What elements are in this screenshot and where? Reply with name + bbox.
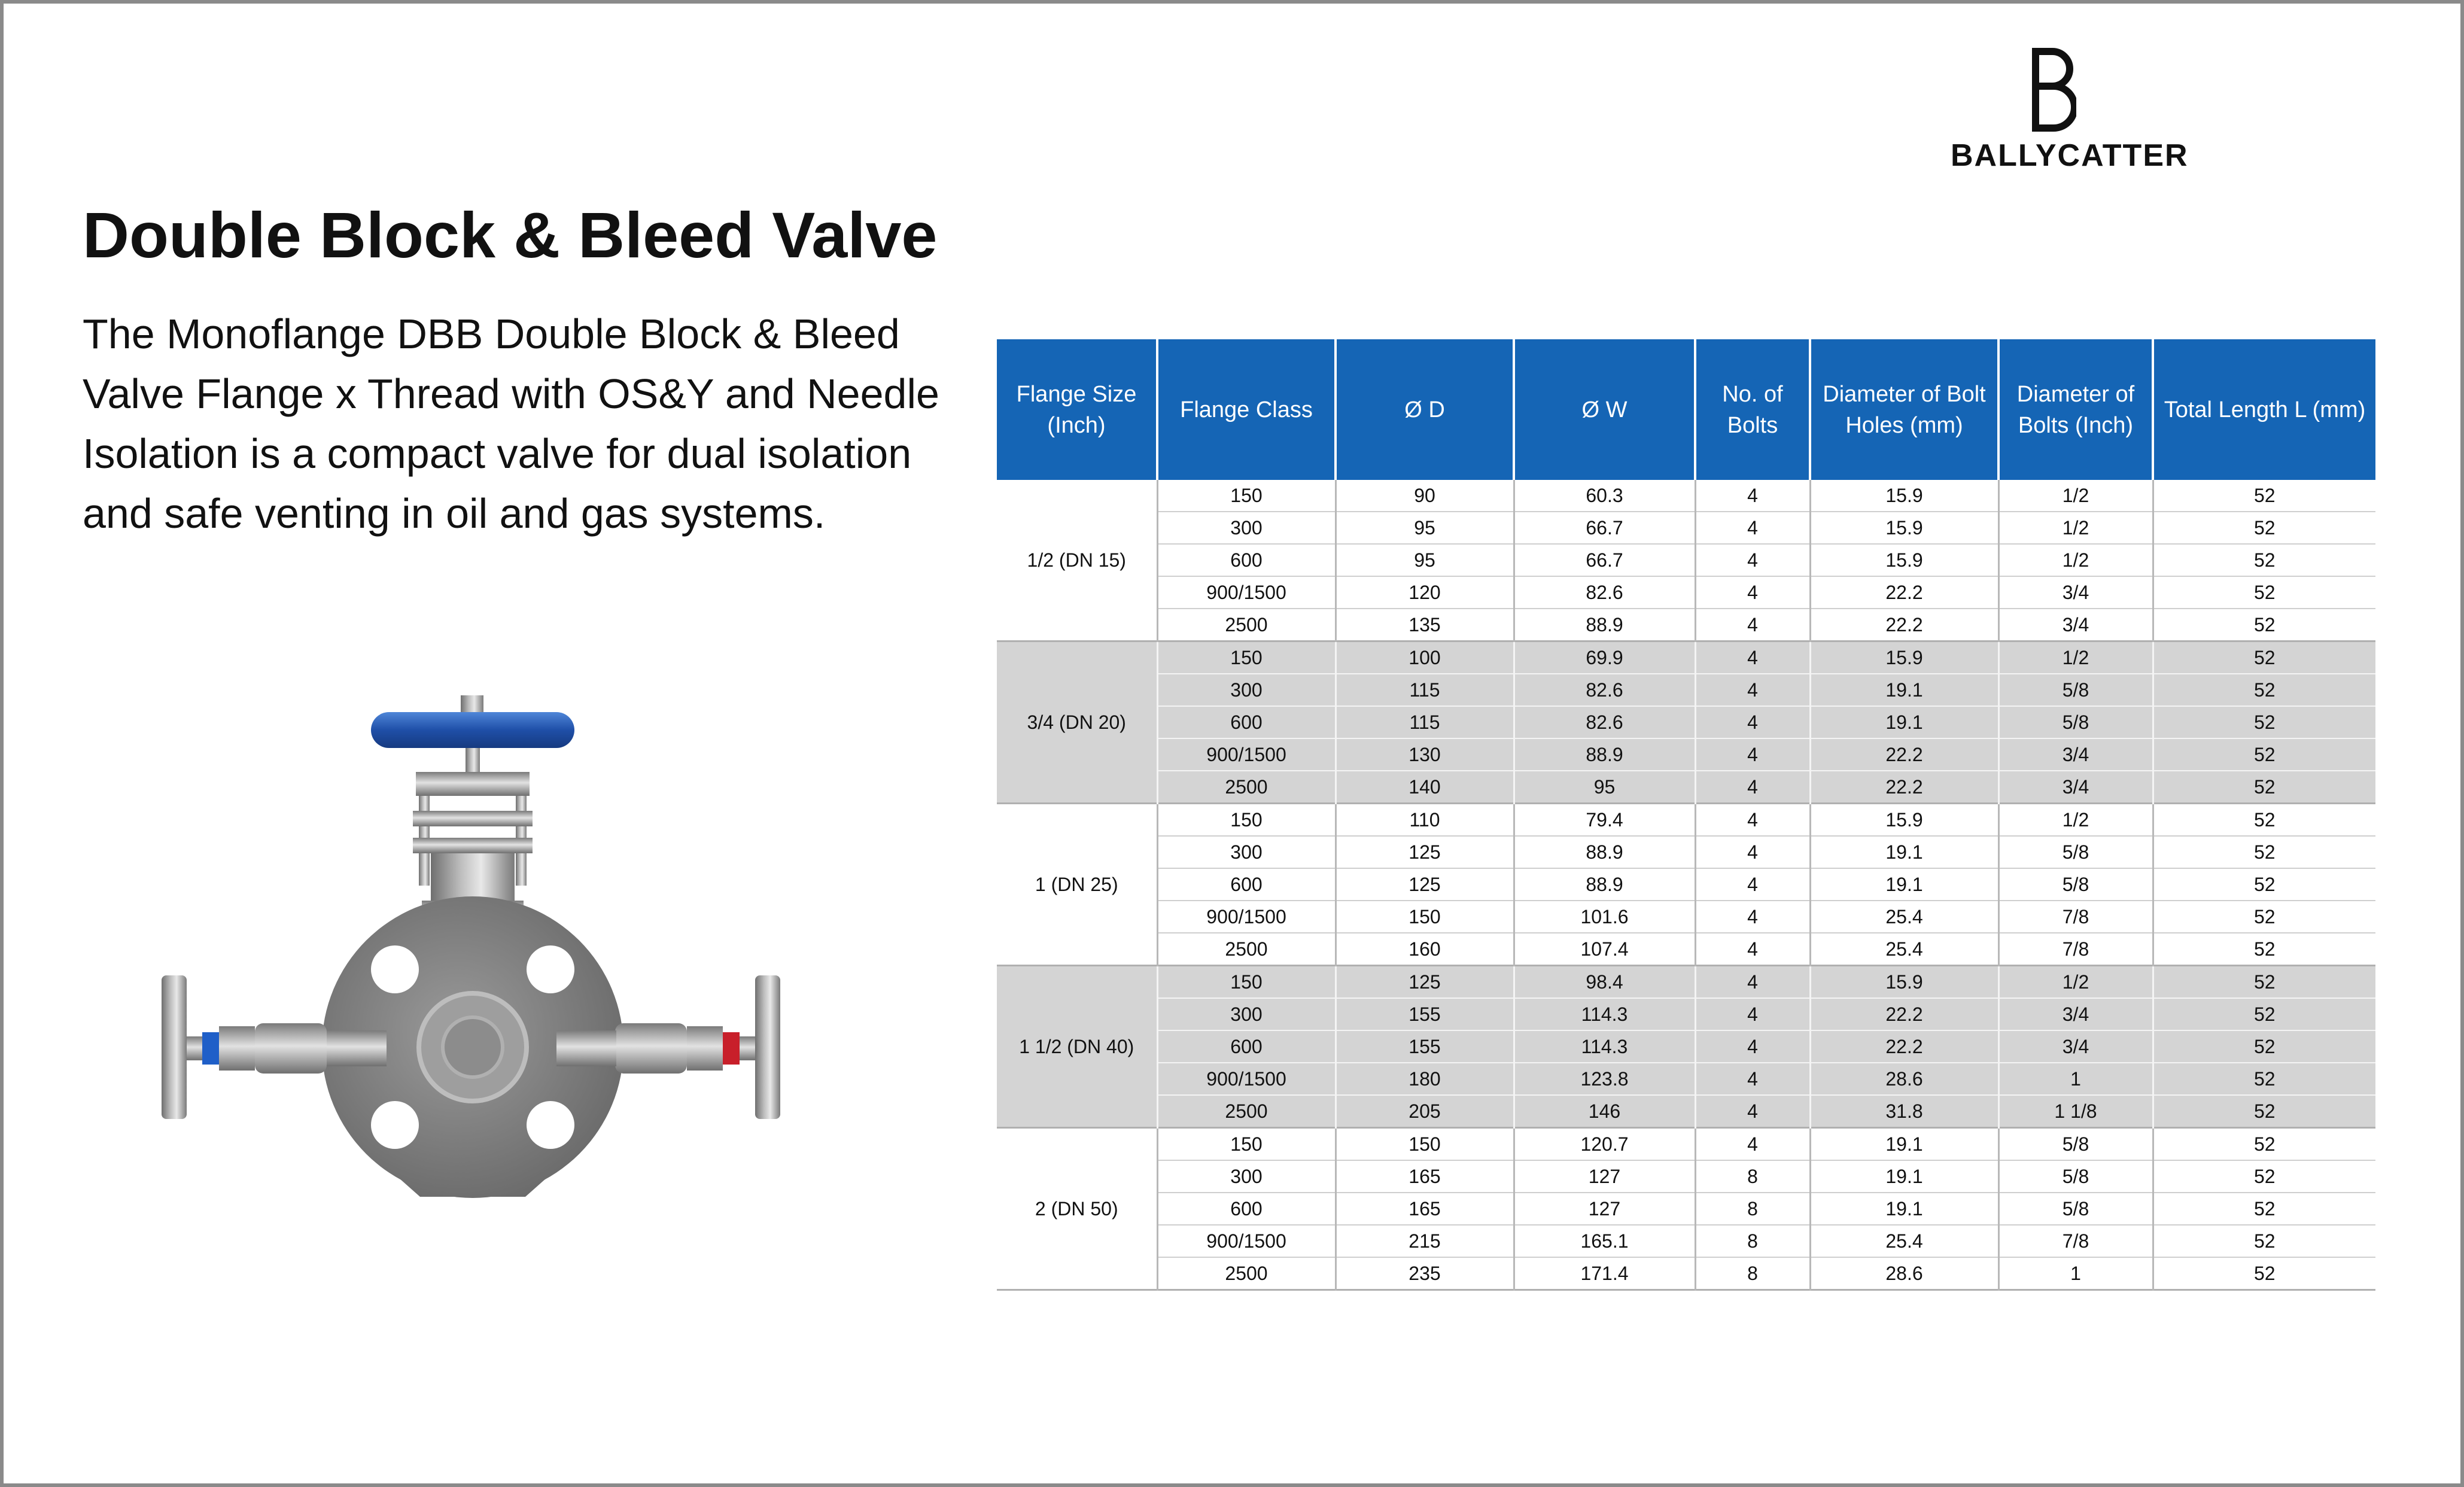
table-cell: 52 [2153,609,2375,641]
table-cell: 52 [2153,868,2375,901]
table-cell: 4 [1695,674,1810,706]
page-title: Double Block & Bleed Valve [83,199,938,271]
group-dn40 [997,966,2375,1128]
table-cell: 4 [1695,576,1810,609]
table-cell: 4 [1695,1128,1810,1161]
table-row [997,576,2375,609]
table-row [997,804,2375,837]
table-cell: 15.9 [1810,641,1998,674]
table-cell: 1/2 [1998,804,2153,837]
table-row [997,641,2375,674]
table-cell: 4 [1695,641,1810,674]
table-cell: 82.6 [1514,674,1695,706]
table-cell: 1 1/8 [1998,1095,2153,1128]
table-row [997,1095,2375,1128]
table-cell: 95 [1336,512,1514,544]
table-cell: 150 [1157,480,1336,512]
table-row [997,544,2375,576]
group-dn20 [997,641,2375,804]
ballycatter-logo-icon [2028,48,2076,132]
table-cell: 900/1500 [1157,738,1336,771]
table-cell: 52 [2153,674,2375,706]
table-cell: 130 [1336,738,1514,771]
table-cell: 300 [1157,674,1336,706]
table-cell: 25.4 [1810,933,1998,966]
table-cell: 8 [1695,1193,1810,1225]
table-cell: 52 [2153,1063,2375,1095]
table-cell: 600 [1157,868,1336,901]
table-cell: 2500 [1157,1095,1336,1128]
table-cell: 7/8 [1998,1225,2153,1257]
table-cell: 25.4 [1810,901,1998,933]
table-cell: 52 [2153,706,2375,738]
table-cell: 1/2 [1998,544,2153,576]
table-cell: 115 [1336,674,1514,706]
table-cell: 66.7 [1514,544,1695,576]
table-cell: 31.8 [1810,1095,1998,1128]
table-cell: 4 [1695,480,1810,512]
table-cell: 5/8 [1998,1193,2153,1225]
table-cell: 1/2 [1998,480,2153,512]
dbb-valve-illustration [150,688,808,1215]
table-cell: 101.6 [1514,901,1695,933]
table-cell: 300 [1157,512,1336,544]
header-ow: Ø W [1514,339,1695,480]
table-cell: 900/1500 [1157,1063,1336,1095]
table-cell: 19.1 [1810,836,1998,868]
header-no-of-bolts: No. of Bolts [1695,339,1810,480]
product-description: The Monoflange DBB Double Block & Bleed Valve Flange x Thread with OS&Y and Needle Isolation is a compact valve for dual isolation and safe venting in oil and gas systems. [83,311,939,537]
table-cell: 300 [1157,836,1336,868]
table-cell: 19.1 [1810,674,1998,706]
table-cell: 115 [1336,706,1514,738]
table-row [997,933,2375,966]
table-cell: 127 [1514,1160,1695,1193]
table-cell: 3/4 [1998,1030,2153,1063]
table-row [997,1225,2375,1257]
table-cell: 52 [2153,1160,2375,1193]
table-cell: 5/8 [1998,868,2153,901]
table-cell: 3/4 [1998,771,2153,804]
table-cell: 146 [1514,1095,1695,1128]
table-cell: 52 [2153,836,2375,868]
table-row [997,609,2375,641]
table-row [997,1063,2375,1095]
table-cell: 1/2 [1998,512,2153,544]
group-dn15 [997,480,2375,641]
table-cell: 150 [1157,1128,1336,1161]
table-cell: 4 [1695,998,1810,1030]
table-cell: 4 [1695,804,1810,837]
table-cell: 125 [1336,836,1514,868]
table-cell: 3/4 [1998,738,2153,771]
table-cell: 114.3 [1514,1030,1695,1063]
table-cell: 165.1 [1514,1225,1695,1257]
table-cell: 1/2 [1998,641,2153,674]
table-cell: 300 [1157,1160,1336,1193]
table-cell: 25.4 [1810,1225,1998,1257]
table-cell: 5/8 [1998,1128,2153,1161]
table-cell: 15.9 [1810,544,1998,576]
group-dn25 [997,804,2375,966]
flange-size-cell: 1/2 (DN 15) [997,480,1157,641]
table-cell: 4 [1695,544,1810,576]
header-bolt-diameter: Diameter of Bolts (Inch) [1998,339,2153,480]
table-cell: 4 [1695,1030,1810,1063]
table-cell: 52 [2153,1193,2375,1225]
table-cell: 150 [1157,966,1336,999]
table-cell: 5/8 [1998,674,2153,706]
table-cell: 2500 [1157,1257,1336,1290]
table-cell: 1 [1998,1257,2153,1290]
table-cell: 19.1 [1810,1160,1998,1193]
header-flange-class: Flange Class [1157,339,1336,480]
table-cell: 205 [1336,1095,1514,1128]
table-cell: 110 [1336,804,1514,837]
table-cell: 15.9 [1810,480,1998,512]
table-cell: 28.6 [1810,1063,1998,1095]
flange-size-cell: 1 1/2 (DN 40) [997,966,1157,1128]
table-header-row [997,339,2375,480]
table-cell: 19.1 [1810,1193,1998,1225]
table-cell: 60.3 [1514,480,1695,512]
table-cell: 15.9 [1810,804,1998,837]
table-cell: 4 [1695,609,1810,641]
table-cell: 52 [2153,771,2375,804]
table-cell: 120.7 [1514,1128,1695,1161]
table-cell: 4 [1695,933,1810,966]
table-cell: 120 [1336,576,1514,609]
table-cell: 155 [1336,1030,1514,1063]
table-cell: 4 [1695,771,1810,804]
table-row [997,706,2375,738]
table-cell: 22.2 [1810,738,1998,771]
table-cell: 52 [2153,1225,2375,1257]
table-cell: 19.1 [1810,868,1998,901]
table-cell: 98.4 [1514,966,1695,999]
table-row [997,1160,2375,1193]
table-cell: 140 [1336,771,1514,804]
table-cell: 22.2 [1810,998,1998,1030]
flange-size-cell: 2 (DN 50) [997,1128,1157,1290]
table-cell: 160 [1336,933,1514,966]
table-cell: 600 [1157,706,1336,738]
table-row [997,771,2375,804]
table-cell: 52 [2153,512,2375,544]
table-cell: 22.2 [1810,609,1998,641]
table-cell: 3/4 [1998,576,2153,609]
table-cell: 5/8 [1998,836,2153,868]
table-cell: 100 [1336,641,1514,674]
table-cell: 52 [2153,804,2375,837]
table-cell: 52 [2153,1128,2375,1161]
table-row [997,966,2375,999]
table-row [997,512,2375,544]
table-cell: 900/1500 [1157,901,1336,933]
table-cell: 15.9 [1810,966,1998,999]
table-row [997,868,2375,901]
table-cell: 8 [1695,1257,1810,1290]
table-cell: 114.3 [1514,998,1695,1030]
table-cell: 52 [2153,641,2375,674]
table-cell: 150 [1157,641,1336,674]
table-cell: 4 [1695,512,1810,544]
table-cell: 107.4 [1514,933,1695,966]
table-cell: 52 [2153,738,2375,771]
table-cell: 4 [1695,868,1810,901]
table-cell: 150 [1336,1128,1514,1161]
group-dn50 [997,1128,2375,1290]
brand-name: BALLYCATTER [1951,138,2189,173]
brand-logo [1951,48,2189,180]
table-cell: 600 [1157,1193,1336,1225]
table-cell: 15.9 [1810,512,1998,544]
flange-size-cell: 3/4 (DN 20) [997,641,1157,804]
table-cell: 215 [1336,1225,1514,1257]
table-cell: 52 [2153,1030,2375,1063]
table-cell: 4 [1695,706,1810,738]
table-cell: 28.6 [1810,1257,1998,1290]
table-cell: 22.2 [1810,771,1998,804]
table-cell: 4 [1695,1095,1810,1128]
table-cell: 7/8 [1998,901,2153,933]
header-bolt-hole-diameter: Diameter of Bolt Holes (mm) [1810,339,1998,480]
table-row [997,674,2375,706]
table-row [997,1128,2375,1161]
table-cell: 600 [1157,1030,1336,1063]
table-row [997,1193,2375,1225]
table-row [997,901,2375,933]
table-cell: 52 [2153,998,2375,1030]
table-cell: 900/1500 [1157,576,1336,609]
table-cell: 235 [1336,1257,1514,1290]
table-cell: 52 [2153,576,2375,609]
table-cell: 165 [1336,1160,1514,1193]
table-cell: 82.6 [1514,706,1695,738]
table-cell: 19.1 [1810,1128,1998,1161]
table-cell: 5/8 [1998,1160,2153,1193]
table-cell: 52 [2153,901,2375,933]
table-row [997,1030,2375,1063]
table-row [997,998,2375,1030]
table-cell: 180 [1336,1063,1514,1095]
table-cell: 88.9 [1514,868,1695,901]
table-cell: 95 [1336,544,1514,576]
table-cell: 4 [1695,1063,1810,1095]
dimensions-table [997,339,2375,1291]
table-cell: 4 [1695,966,1810,999]
table-cell: 300 [1157,998,1336,1030]
table-cell: 171.4 [1514,1257,1695,1290]
table-cell: 2500 [1157,609,1336,641]
table-cell: 127 [1514,1193,1695,1225]
table-cell: 52 [2153,544,2375,576]
table-cell: 88.9 [1514,738,1695,771]
table-cell: 135 [1336,609,1514,641]
table-cell: 22.2 [1810,1030,1998,1063]
table-cell: 150 [1157,804,1336,837]
table-cell: 125 [1336,966,1514,999]
table-cell: 52 [2153,966,2375,999]
table-cell: 165 [1336,1193,1514,1225]
header-od: Ø D [1336,339,1514,480]
table-cell: 22.2 [1810,576,1998,609]
table-cell: 1 [1998,1063,2153,1095]
header-flange-size: Flange Size (Inch) [997,339,1157,480]
table-cell: 125 [1336,868,1514,901]
table-row [997,836,2375,868]
table-cell: 3/4 [1998,998,2153,1030]
table-row [997,480,2375,512]
table-cell: 79.4 [1514,804,1695,837]
table-cell: 82.6 [1514,576,1695,609]
table-row [997,738,2375,771]
table-cell: 150 [1336,901,1514,933]
table-cell: 88.9 [1514,609,1695,641]
header-total-length: Total Length L (mm) [2153,339,2375,480]
table-cell: 90 [1336,480,1514,512]
table-cell: 1/2 [1998,966,2153,999]
table-cell: 69.9 [1514,641,1695,674]
table-cell: 66.7 [1514,512,1695,544]
table-cell: 123.8 [1514,1063,1695,1095]
table-cell: 52 [2153,1257,2375,1290]
table-cell: 5/8 [1998,706,2153,738]
table-cell: 4 [1695,901,1810,933]
table-cell: 155 [1336,998,1514,1030]
table-cell: 4 [1695,738,1810,771]
table-cell: 4 [1695,836,1810,868]
flange-size-cell: 1 (DN 25) [997,804,1157,966]
table-cell: 600 [1157,544,1336,576]
table-cell: 900/1500 [1157,1225,1336,1257]
table-cell: 88.9 [1514,836,1695,868]
table-cell: 52 [2153,933,2375,966]
table-cell: 7/8 [1998,933,2153,966]
table-cell: 2500 [1157,933,1336,966]
table-cell: 52 [2153,480,2375,512]
table-cell: 8 [1695,1225,1810,1257]
table-cell: 52 [2153,1095,2375,1128]
table-cell: 8 [1695,1160,1810,1193]
table-cell: 2500 [1157,771,1336,804]
table-cell: 3/4 [1998,609,2153,641]
table-cell: 95 [1514,771,1695,804]
table-cell: 19.1 [1810,706,1998,738]
table-row [997,1257,2375,1290]
